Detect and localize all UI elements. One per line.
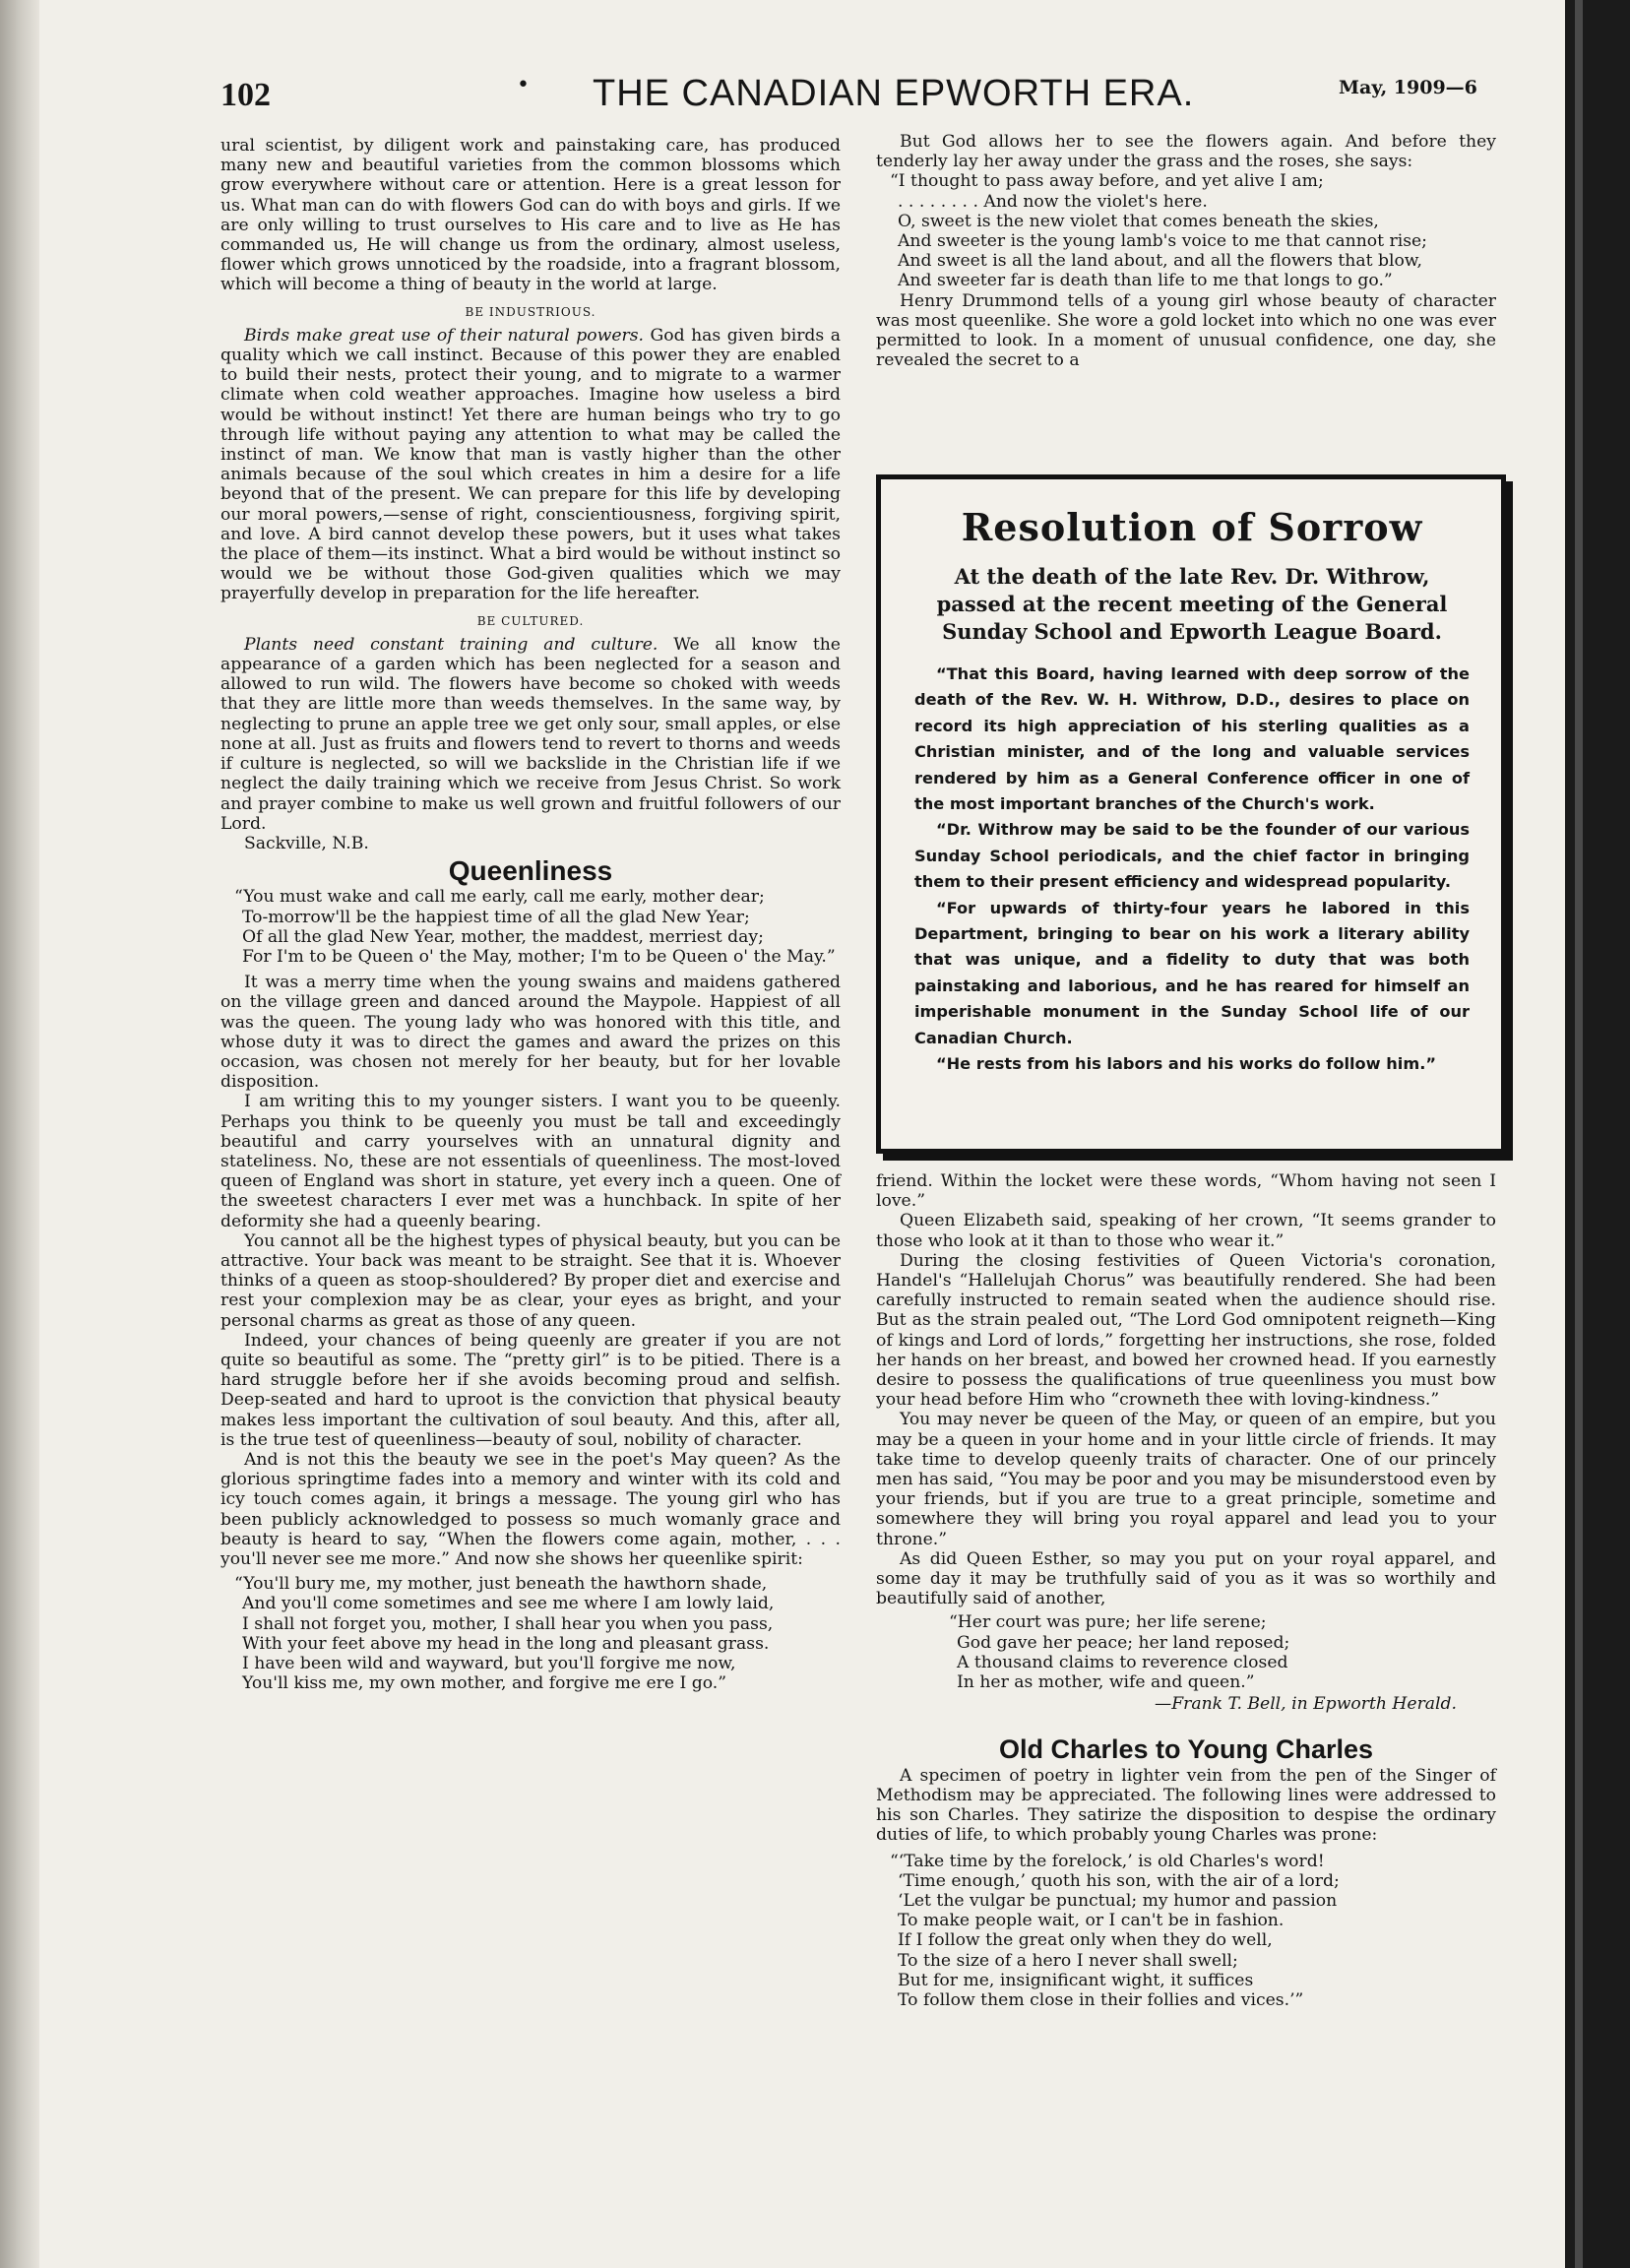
poem-her-court <box>876 1612 1496 1692</box>
poem-line: For I'm to be Queen o' the May, mother; I'm to be Queen o' the May.” <box>242 946 836 967</box>
poem-line: O, sweet is the new violet that comes beneath the skies, <box>898 211 1379 231</box>
queen-of-may-paragraph: You may never be queen of the May, or queen of an empire, but you may be a queen in your home and in your little circle of friends. It may take time to develop queenly traits of character. One of our princely men has said, “You may be poor and you may be misunderstood even by your friends, but if you are true to a great principle, sometime and somewhere they will bring you royal apparel and lead you to your throne.” <box>876 1410 1496 1549</box>
poem-line: To-morrow'll be the happiest time of all the glad New Year; <box>242 907 750 927</box>
poem-line: And sweeter is the young lamb's voice to me that cannot rise; <box>898 231 1427 252</box>
poem-line: Of all the glad New Year, mother, the maddest, merriest day; <box>242 926 764 947</box>
poem-line: And you'll come sometimes and see me where I am lowly laid, <box>242 1594 775 1614</box>
poem-line: And sweet is all the land about, and all the flowers that blow, <box>898 251 1422 272</box>
poem-hawthorn <box>220 1574 841 1693</box>
intro-paragraph: ural scientist, by diligent work and painstaking care, has produced many new and beautiful varieties from the common blossoms which grow everywhere without care or attention. Here is a great lesson for us. What man can do with flowers God can do with boys and girls. If we are only willing to trust ourselves to His care and to live as He has commanded us, He will change us from the ordinary, almost useless, flower which grows unnoticed by the roadside, into a fragrant blossom, which will become a thing of beauty in the world at large. <box>220 136 841 295</box>
poem-line: I shall not forget you, mother, I shall hear you when you pass, <box>242 1613 774 1634</box>
issue-date: May, 1909—6 <box>1339 77 1477 98</box>
old-charles-title: Old Charles to Young Charles <box>998 1734 1374 1765</box>
header-dot: • <box>517 73 530 97</box>
resolution-paragraph: “That this Board, having learned with deep sorrow of the death of the Rev. W. H. Withrow, D.D., desires to place on record its high appreciation of his sterling qualities as a Christian minister, and of the long and valuable services rendered by him as a General Conference officer in one of the most important branches of the Church's work. <box>914 664 1470 814</box>
queenliness-paragraph: Indeed, your chances of being queenly are greater if you are not quite so beautiful as some. The “pretty girl” is to be pitied. There is a hard struggle before her if she avoids becoming proud and selfish. Deep-seated and hard to uproot is the conviction that physical beauty makes less important the cultivation of soul beauty. And this, after all, is the true test of queenliness—beauty of soul, nobility of character. <box>220 1330 841 1450</box>
poem-line: To make people wait, or I can't be in fashion. <box>898 1911 1285 1931</box>
poem-line: “You'll bury me, my mother, just beneath the hawthorn shade, <box>234 1574 768 1595</box>
resolution-paragraph: “Dr. Withrow may be said to be the founder of our various Sunday School periodicals, and the chief factor in bringing them to their present efficiency and widespread popularity. <box>914 820 1470 892</box>
poem-line: If I follow the great only when they do well, <box>898 1930 1273 1951</box>
poem-line: . . . . . . . . And now the violet's here. <box>898 191 1208 212</box>
right-column-bottom <box>876 1171 1496 2010</box>
binding-edge <box>0 0 39 2268</box>
locket-paragraph: friend. Within the locket were these words, “Whom having not seen I love.” <box>876 1171 1496 1212</box>
victoria-paragraph: During the closing festivities of Queen Victoria's coronation, Handel's “Hallelujah Chorus” was beautifully rendered. She had been carefully instructed to remain seated when the audience should rise. But as the strain pealed out, “The Lord God omnipotent reigneth—King of kings and Lord of lords,” forgetting her instructions, she rose, folded her hands on her breast, and bowed her crowned head. If you earnestly desire to possess the qualifications of true queenliness you must bow your head before Him who “crowneth thee with loving-kindness.” <box>876 1250 1496 1411</box>
resolution-subtitle: At the death of the late Rev. Dr. Withrow, passed at the recent meeting of the General Sunday School and Epworth League Board. <box>936 564 1448 644</box>
poem-line: A thousand claims to reverence closed <box>957 1652 1288 1672</box>
queenliness-paragraph: You cannot all be the highest types of physical beauty, but you can be attractive. Your back was meant to be straight. See that it is. Whoever thinks of a queen as stoop-shouldered? By proper diet and exercise and rest your complexion may be as clear, your eyes as bright, and your personal charms as great as those of any queen. <box>220 1230 841 1331</box>
violet-intro-paragraph: But God allows her to see the flowers again. And before they tenderly lay her away under the grass and the roses, she says: <box>876 132 1496 172</box>
heading-be-industrious: BE INDUSTRIOUS. <box>465 304 596 319</box>
poem-line: ‘Time enough,’ quoth his son, with the air of a lord; <box>898 1870 1340 1891</box>
signoff-location: Sackville, N.B. <box>244 833 369 853</box>
queenliness-paragraph: I am writing this to my younger sisters. I want you to be queenly. Perhaps you think to be queenly you must be tall and exceedingly beautiful and carry yourselves with an unnatural dignity and stateliness. No, these are not essentials of queenliness. The most-loved queen of England was short in stature, yet every inch a queen. One of the sweetest characters I ever met was a hunchback. In spite of her deformity she had a queenly bearing. <box>220 1092 841 1231</box>
poem-forelock <box>876 1852 1496 2011</box>
cultured-paragraph <box>220 635 841 834</box>
poem-line: To follow them close in their follies and vices.’” <box>898 1989 1304 2010</box>
poem-line: To the size of a hero I never shall swell; <box>898 1950 1238 1971</box>
poem-line: “You must wake and call me early, call me early, mother dear; <box>234 887 765 908</box>
heading-be-cultured: BE CULTURED. <box>476 613 585 628</box>
left-column <box>220 136 841 1693</box>
poem-line: You'll kiss me, my own mother, and forgive me ere I go.” <box>242 1673 727 1694</box>
resolution-title: Resolution of Sorrow <box>961 505 1423 549</box>
cultured-lead: Plants need constant training and culture. <box>244 634 658 655</box>
queenliness-paragraph: It was a merry time when the young swains and maidens gathered on the village green and danced around the Maypole. Happiest of all was the queen. The young lady who was honored with this title, and whose duty it was to direct the games and award the prizes on this occasion, was chosen not merely for her beauty, but for her lovable disposition. <box>220 973 841 1093</box>
industrious-text: God has given birds a quality which we call instinct. Because of this power they are enabled to build their nests, protect their young, and to migrate to a warmer climate when cold weather approaches. Imagine how useless a bird would be without instinct! Yet there are human beings who try to go through life without paying any attention to what may be called the instinct of man. We know that man is vastly higher than the other animals because of the soul which creates in him a desire for a life beyond that of the present. We can prepare for this life by developing our moral powers,—sense of right, conscientiousness, forgiving spirit, and love. A bird cannot develop these powers, but it uses what takes the place of them—its instinct. What a bird would be without instinct so would we be without those God-given qualities which we may prayerfully develop in preparation for the life hereafter. <box>220 325 841 604</box>
poem-line: ‘Let the vulgar be punctual; my humor and passion <box>898 1890 1338 1911</box>
poem-line: But for me, insignificant wight, it suffices <box>898 1970 1254 1990</box>
esther-paragraph: As did Queen Esther, so may you put on your royal apparel, and some day it may be truthfully said of you as it was so worthily and beautifully said of another, <box>876 1548 1496 1609</box>
drummond-paragraph: Henry Drummond tells of a young girl whose beauty of character was most queenlike. She wore a gold locket into which no one was ever permitted to look. In a moment of unusual confidence, one day, she revealed the secret to a <box>876 290 1496 371</box>
industrious-paragraph <box>220 326 841 604</box>
queenliness-paragraph: And is not this the beauty we see in the poet's May queen? As the glorious springtime fades into a memory and winter with its cold and icy touch comes again, it brings a message. The young girl who has been publicly acknowledged to possess so much womanly grace and beauty is heard to say, “When the flowers come again, mother, . . . you'll never see me more.” And now she shows her queenlike spirit: <box>220 1450 841 1570</box>
resolution-paragraph: “He rests from his labors and his works do follow him.” <box>936 1054 1436 1074</box>
citation: —Frank T. Bell, in Epworth Herald. <box>1155 1694 1457 1715</box>
poem-line: I have been wild and wayward, but you'll forgive me now, <box>242 1654 736 1674</box>
poem-line: “Her court was pure; her life serene; <box>949 1612 1267 1633</box>
poem-line: “‘Take time by the forelock,’ is old Charles's word! <box>890 1851 1325 1871</box>
poem-line: In her as mother, wife and queen.” <box>957 1672 1255 1693</box>
poem-line: And sweeter far is death than life to me that longs to go.” <box>898 271 1393 291</box>
scan-edge-highlight <box>1575 0 1583 2268</box>
poem-line: “I thought to pass away before, and yet alive I am; <box>890 171 1324 192</box>
resolution-paragraph: “For upwards of thirty-four years he labored in this Department, bringing to bear on his work a literary ability that was unique, and a fidelity to duty that was both painstaking and laborious, and he has reared for himself an imperishable monument in the Sunday School life of our Canadian Church. <box>914 898 1470 1047</box>
poem-line: With your feet above my head in the long and pleasant grass. <box>242 1633 770 1654</box>
resolution-of-sorrow-box <box>876 474 1506 1154</box>
right-column-top <box>876 132 1496 370</box>
charles-intro-paragraph: A specimen of poetry in lighter vein from the pen of the Singer of Methodism may be appreciated. The following lines were addressed to his son Charles. They satirize the disposition to despise the ordinary duties of life, to which probably young Charles was prone: <box>876 1765 1496 1846</box>
poem-violet <box>876 171 1496 290</box>
page-number: 102 <box>220 77 271 113</box>
cultured-text: We all know the appearance of a garden which has been neglected for a season and allowed to run wild. The flowers have become so choked with weeds that they are little more than weeds themselves. In the same way, by neglecting to prune an apple tree we get only sour, small apples, or else none at all. Just as fruits and flowers tend to revert to thorns and weeds if culture is neglected, so will we backslide in the Christian life if we neglect the daily training which we receive from Jesus Christ. So work and prayer combine to make us well grown and fruitful followers of our Lord. <box>220 634 841 834</box>
poem-line: God gave her peace; her land reposed; <box>957 1632 1290 1653</box>
queenliness-title: Queenliness <box>448 855 613 887</box>
publication-title: THE CANADIAN EPWORTH ERA. <box>593 73 1195 114</box>
poem-may-queen <box>220 887 841 967</box>
resolution-body <box>914 662 1470 1078</box>
elizabeth-paragraph: Queen Elizabeth said, speaking of her crown, “It seems grander to those who look at it than to those who wear it.” <box>876 1211 1496 1251</box>
industrious-lead: Birds make great use of their natural powers. <box>244 325 645 346</box>
